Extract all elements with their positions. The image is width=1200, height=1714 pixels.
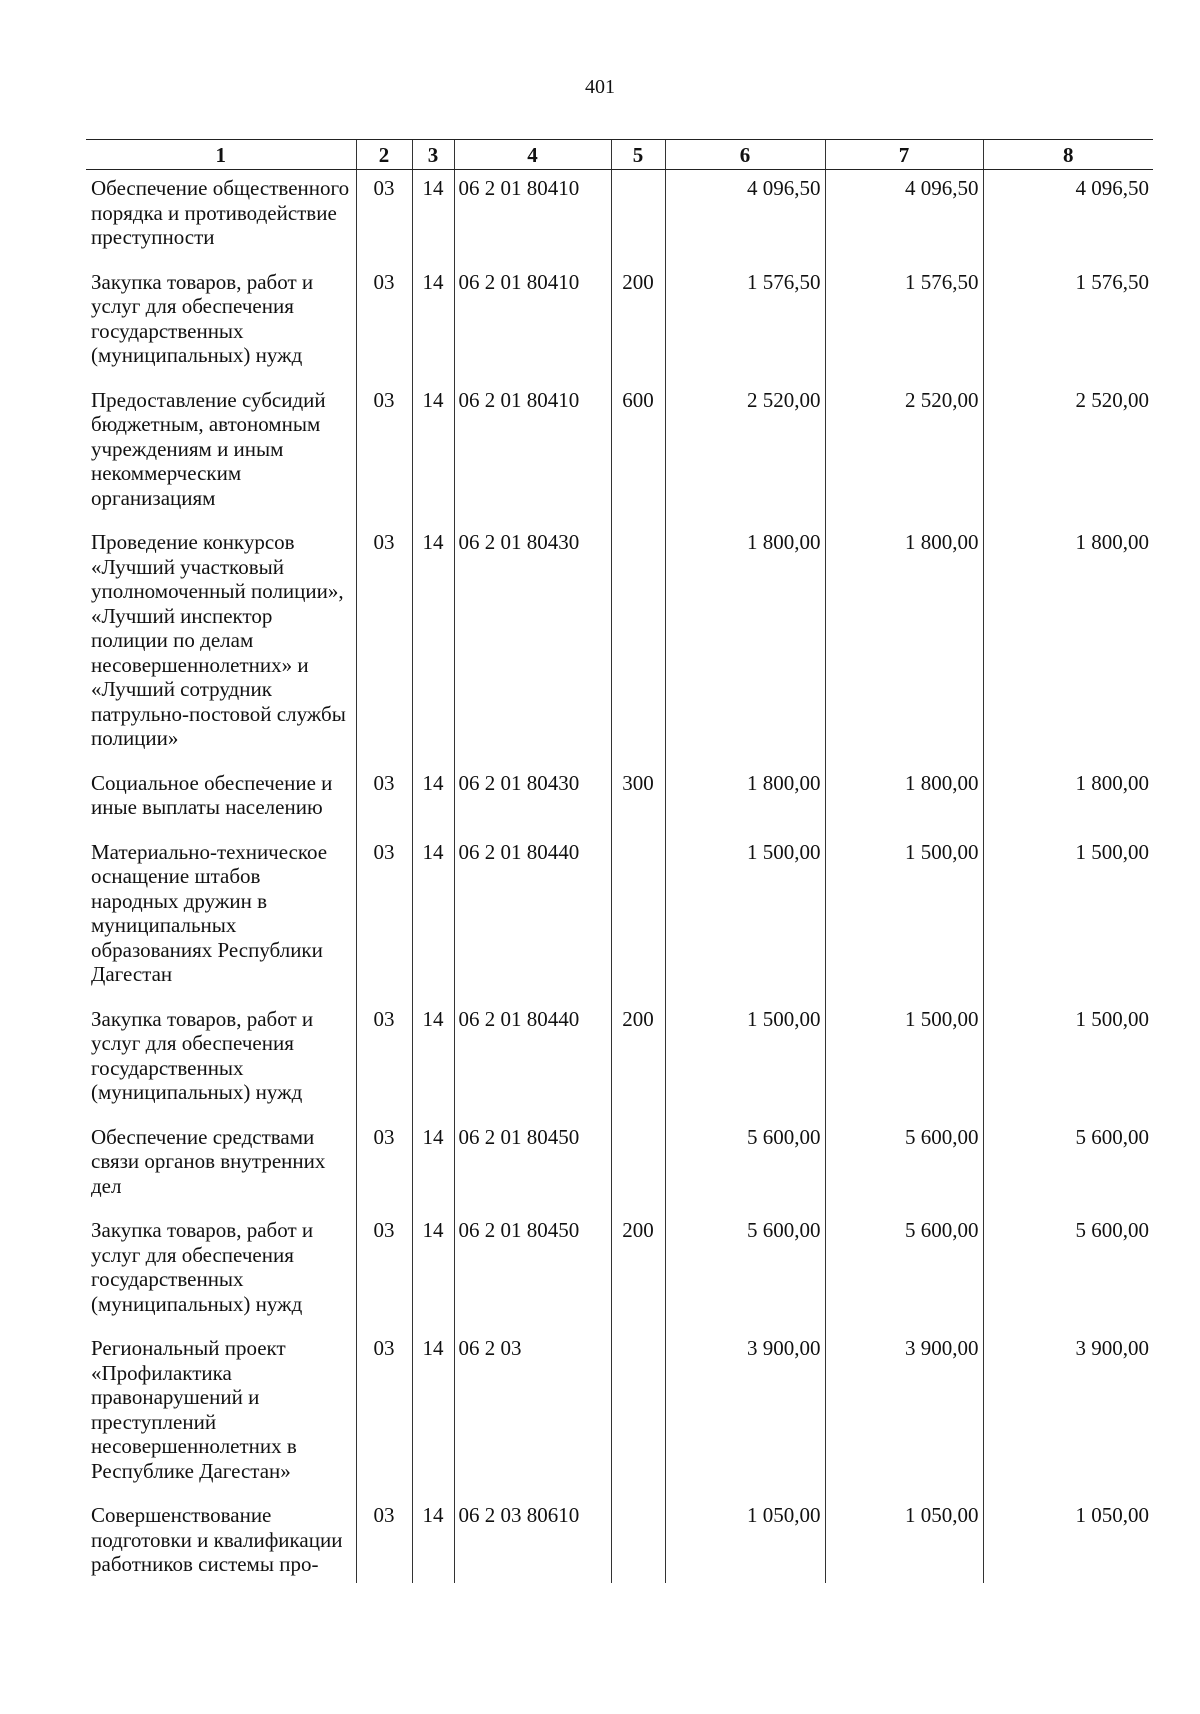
subsection-code: 14 bbox=[412, 382, 454, 525]
amount-col-7: 1 050,00 bbox=[825, 1497, 983, 1583]
item-name: Проведение конкурсов «Лучший участковый уполномоченный полиции», «Лучший инспектор полиции по делам несовершеннолетних» и «Лучший сотрудник патрульно-постовой службы полиции» bbox=[91, 530, 346, 750]
amount-col-7: 1 500,00 bbox=[825, 834, 983, 1001]
table-row bbox=[86, 834, 1153, 1001]
expense-type-code bbox=[611, 170, 665, 264]
expense-type-code bbox=[611, 524, 665, 765]
section-code: 03 bbox=[356, 765, 412, 834]
subsection-code: 14 bbox=[412, 170, 454, 264]
table-row bbox=[86, 382, 1153, 525]
amount-col-7: 3 900,00 bbox=[825, 1330, 983, 1497]
amount-col-8: 1 576,50 bbox=[983, 264, 1153, 382]
table-row bbox=[86, 1497, 1153, 1583]
target-article-code: 06 2 03 bbox=[454, 1330, 611, 1497]
column-header: 3 bbox=[412, 140, 454, 170]
expense-type-code: 600 bbox=[611, 382, 665, 525]
amount-col-8: 1 800,00 bbox=[983, 524, 1153, 765]
target-article-code: 06 2 01 80450 bbox=[454, 1119, 611, 1213]
amount-col-8: 3 900,00 bbox=[983, 1330, 1153, 1497]
subsection-code: 14 bbox=[412, 1330, 454, 1497]
budget-table bbox=[86, 139, 1153, 1583]
expense-type-code bbox=[611, 1330, 665, 1497]
column-header: 1 bbox=[86, 140, 356, 170]
section-code: 03 bbox=[356, 1330, 412, 1497]
item-name: Социальное обеспечение и иные выплаты населению bbox=[91, 770, 333, 819]
target-article-code: 06 2 01 80410 bbox=[454, 264, 611, 382]
amount-col-8: 5 600,00 bbox=[983, 1212, 1153, 1330]
amount-col-6: 2 520,00 bbox=[665, 382, 825, 525]
amount-col-7: 1 576,50 bbox=[825, 264, 983, 382]
header-row bbox=[86, 140, 1153, 170]
item-name: Предоставление субсидий бюджетным, автономным учреждениям и иным некоммерческим организациям bbox=[91, 387, 326, 510]
amount-col-8: 1 500,00 bbox=[983, 1001, 1153, 1119]
subsection-code: 14 bbox=[412, 834, 454, 1001]
amount-col-6: 5 600,00 bbox=[665, 1212, 825, 1330]
item-name: Совершенствование подготовки и квалификации работников системы про- bbox=[91, 1503, 343, 1576]
table-row bbox=[86, 524, 1153, 765]
subsection-code: 14 bbox=[412, 1119, 454, 1213]
column-header: 2 bbox=[356, 140, 412, 170]
table-row bbox=[86, 1001, 1153, 1119]
subsection-code: 14 bbox=[412, 524, 454, 765]
target-article-code: 06 2 01 80430 bbox=[454, 765, 611, 834]
item-name: Закупка товаров, работ и услуг для обеспечения государственных (муниципальных) нужд bbox=[91, 1006, 314, 1104]
column-header: 7 bbox=[825, 140, 983, 170]
expense-type-code: 200 bbox=[611, 1212, 665, 1330]
expense-type-code bbox=[611, 1119, 665, 1213]
expense-type-code: 200 bbox=[611, 1001, 665, 1119]
section-code: 03 bbox=[356, 1497, 412, 1583]
item-name: Региональный проект «Профилактика правонарушений и преступлений несовершеннолетних в Республике Дагестан» bbox=[91, 1336, 297, 1483]
subsection-code: 14 bbox=[412, 765, 454, 834]
amount-col-8: 4 096,50 bbox=[983, 170, 1153, 264]
item-name: Закупка товаров, работ и услуг для обеспечения государственных (муниципальных) нужд bbox=[91, 1218, 314, 1316]
column-header: 4 bbox=[454, 140, 611, 170]
amount-col-7: 1 800,00 bbox=[825, 524, 983, 765]
target-article-code: 06 2 01 80440 bbox=[454, 1001, 611, 1119]
expense-type-code: 200 bbox=[611, 264, 665, 382]
page-number: 401 bbox=[585, 76, 615, 98]
amount-col-7: 5 600,00 bbox=[825, 1119, 983, 1213]
amount-col-6: 1 576,50 bbox=[665, 264, 825, 382]
target-article-code: 06 2 01 80410 bbox=[454, 382, 611, 525]
amount-col-7: 5 600,00 bbox=[825, 1212, 983, 1330]
section-code: 03 bbox=[356, 1119, 412, 1213]
amount-col-8: 2 520,00 bbox=[983, 382, 1153, 525]
subsection-code: 14 bbox=[412, 1001, 454, 1119]
amount-col-8: 1 050,00 bbox=[983, 1497, 1153, 1583]
section-code: 03 bbox=[356, 382, 412, 525]
item-name: Закупка товаров, работ и услуг для обеспечения государственных (муниципальных) нужд bbox=[91, 269, 314, 367]
amount-col-6: 1 800,00 bbox=[665, 765, 825, 834]
section-code: 03 bbox=[356, 170, 412, 264]
table-row bbox=[86, 1330, 1153, 1497]
subsection-code: 14 bbox=[412, 1497, 454, 1583]
section-code: 03 bbox=[356, 1001, 412, 1119]
subsection-code: 14 bbox=[412, 1212, 454, 1330]
amount-col-6: 3 900,00 bbox=[665, 1330, 825, 1497]
section-code: 03 bbox=[356, 834, 412, 1001]
amount-col-6: 4 096,50 bbox=[665, 170, 825, 264]
section-code: 03 bbox=[356, 524, 412, 765]
amount-col-6: 1 500,00 bbox=[665, 1001, 825, 1119]
amount-col-6: 1 500,00 bbox=[665, 834, 825, 1001]
amount-col-8: 1 500,00 bbox=[983, 834, 1153, 1001]
section-code: 03 bbox=[356, 1212, 412, 1330]
expense-type-code: 300 bbox=[611, 765, 665, 834]
amount-col-7: 1 800,00 bbox=[825, 765, 983, 834]
table-body bbox=[86, 170, 1153, 1583]
target-article-code: 06 2 01 80430 bbox=[454, 524, 611, 765]
expense-type-code bbox=[611, 834, 665, 1001]
column-header: 8 bbox=[983, 140, 1153, 170]
table-row bbox=[86, 264, 1153, 382]
table-row bbox=[86, 170, 1153, 264]
table-row bbox=[86, 765, 1153, 834]
amount-col-6: 1 050,00 bbox=[665, 1497, 825, 1583]
item-name: Обеспечение средствами связи органов внутренних дел bbox=[91, 1124, 326, 1198]
item-name: Материально-техническое оснащение штабов народных дружин в муниципальных образованиях Республики Дагестан bbox=[91, 839, 328, 986]
target-article-code: 06 2 03 80610 bbox=[454, 1497, 611, 1583]
subsection-code: 14 bbox=[412, 264, 454, 382]
amount-col-7: 1 500,00 bbox=[825, 1001, 983, 1119]
amount-col-6: 5 600,00 bbox=[665, 1119, 825, 1213]
amount-col-7: 2 520,00 bbox=[825, 382, 983, 525]
table-row bbox=[86, 1212, 1153, 1330]
column-header: 6 bbox=[665, 140, 825, 170]
target-article-code: 06 2 01 80440 bbox=[454, 834, 611, 1001]
item-name: Обеспечение общественного порядка и противодействие преступности bbox=[91, 176, 350, 249]
target-article-code: 06 2 01 80450 bbox=[454, 1212, 611, 1330]
amount-col-7: 4 096,50 bbox=[825, 170, 983, 264]
expense-type-code bbox=[611, 1497, 665, 1583]
table-row bbox=[86, 1119, 1153, 1213]
section-code: 03 bbox=[356, 264, 412, 382]
amount-col-6: 1 800,00 bbox=[665, 524, 825, 765]
amount-col-8: 1 800,00 bbox=[983, 765, 1153, 834]
column-header: 5 bbox=[611, 140, 665, 170]
amount-col-8: 5 600,00 bbox=[983, 1119, 1153, 1213]
target-article-code: 06 2 01 80410 bbox=[454, 170, 611, 264]
